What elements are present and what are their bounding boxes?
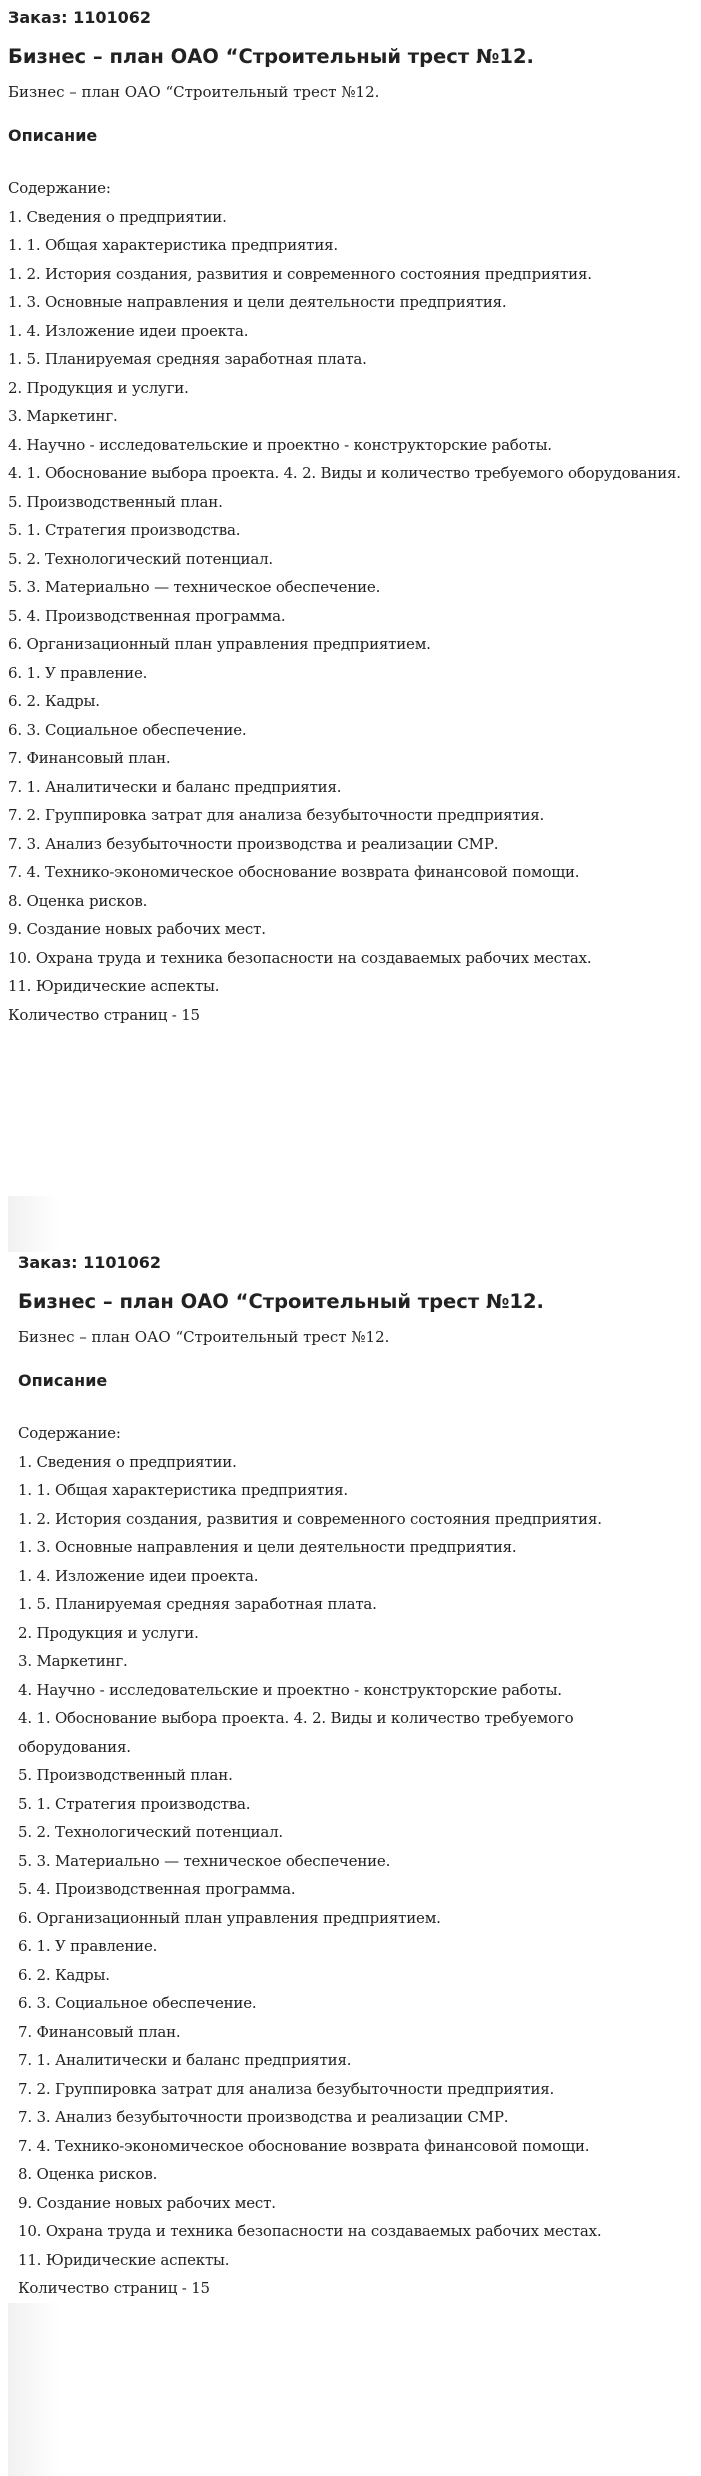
- toc-item: 1. 4. Изложение идеи проекта.: [8, 321, 249, 340]
- table-of-contents: [18, 1448, 701, 2275]
- toc-item: 6. 3. Социальное обеспечение.: [8, 720, 247, 739]
- toc-item: 7. 1. Аналитически и баланс предприятия.: [18, 2051, 352, 2069]
- toc-label: Содержание:: [18, 1424, 121, 1442]
- toc-item: 5. Производственный план.: [18, 1766, 233, 1784]
- toc-item: 2. Продукция и услуги.: [8, 378, 189, 397]
- order-number: Заказ: 1101062: [18, 1253, 162, 1272]
- toc-item: 3. Маркетинг.: [18, 1652, 128, 1670]
- toc-item: 5. 1. Стратегия производства.: [18, 1794, 251, 1813]
- toc-item: 1. 1. Общая характеристика предприятия.: [18, 1481, 348, 1499]
- toc-item: 7. Финансовый план.: [8, 749, 171, 767]
- toc-item: 7. 3. Анализ безубыточности производства и реализации СМР.: [18, 2108, 509, 2126]
- toc-item: 6. 1. У правление.: [18, 1937, 158, 1955]
- toc-item: 1. 2. История создания, развития и современного состояния предприятия.: [18, 1509, 602, 1528]
- toc-item: 5. 2. Технологический потенциал.: [8, 549, 273, 568]
- toc-item: 8. Оценка рисков.: [18, 2165, 158, 2183]
- document-copy-2: [0, 1196, 701, 2476]
- toc-item: 11. Юридические аспекты.: [18, 2250, 230, 2269]
- toc-item: 6. 2. Кадры.: [8, 692, 100, 710]
- toc-item: 4. Научно - исследовательские и проектно - конструкторские работы.: [8, 435, 552, 454]
- toc-item: 3. Маркетинг.: [8, 407, 118, 425]
- toc-item: 1. 3. Основные направления и цели деятельности предприятия.: [8, 293, 507, 311]
- toc-item: 5. 4. Производственная программа.: [18, 1880, 296, 1898]
- order-number: Заказ: 1101062: [8, 8, 152, 27]
- toc-item: 5. 4. Производственная программа.: [8, 606, 286, 625]
- toc-item: 7. 2. Группировка затрат для анализа безубыточности предприятия.: [18, 2079, 555, 2098]
- toc-item: 1. 2. История создания, развития и современного состояния предприятия.: [8, 264, 592, 283]
- toc-item: 4. Научно - исследовательские и проектно - конструкторские работы.: [18, 1680, 562, 1699]
- toc-item: 1. 5. Планируемая средняя заработная плата.: [18, 1595, 377, 1613]
- toc-item: 2. Продукция и услуги.: [18, 1623, 199, 1642]
- document-content: [8, 1252, 701, 2303]
- toc-item: 1. 1. Общая характеристика предприятия.: [8, 236, 338, 254]
- toc-item: 5. 3. Материально — техническое обеспечение.: [8, 578, 381, 596]
- document-content: [8, 7, 701, 1029]
- toc-item: 11. Юридические аспекты.: [8, 977, 220, 995]
- toc-item: 6. Организационный план управления предприятием.: [8, 635, 431, 653]
- toc-item: 7. 2. Группировка затрат для анализа безубыточности предприятия.: [8, 806, 545, 824]
- document-subtitle: Бизнес – план ОАО “Строительный трест №12.: [18, 1328, 390, 1346]
- document-copy-1: [0, 0, 701, 1195]
- toc-label: Содержание:: [8, 179, 111, 197]
- toc-item: 5. Производственный план.: [8, 492, 223, 511]
- page-count: Количество страниц - 15: [18, 2279, 210, 2297]
- toc-item: 5. 2. Технологический потенциал.: [18, 1823, 283, 1841]
- toc-item: 7. Финансовый план.: [18, 2022, 181, 2041]
- toc-item: 7. 1. Аналитически и баланс предприятия.: [8, 777, 342, 796]
- toc-item: 8. Оценка рисков.: [8, 891, 148, 910]
- toc-item: 6. 1. У правление.: [8, 663, 148, 682]
- toc-item: 7. 3. Анализ безубыточности производства и реализации СМР.: [8, 834, 499, 853]
- toc-item: 4. 1. Обоснование выбора проекта. 4. 2. Виды и количество требуемого оборудования.: [8, 464, 681, 482]
- section-heading: Описание: [18, 1371, 108, 1390]
- toc-item: 10. Охрана труда и техника безопасности на создаваемых рабочих местах.: [8, 948, 592, 967]
- toc-item: 7. 4. Технико-экономическое обоснование возврата финансовой помощи.: [8, 863, 580, 881]
- toc-item: 1. 5. Планируемая средняя заработная плата.: [8, 350, 367, 368]
- toc-item: 6. 2. Кадры.: [18, 1965, 110, 1984]
- toc-item: 6. Организационный план управления предприятием.: [18, 1908, 441, 1927]
- toc-item: 4. 1. Обоснование выбора проекта. 4. 2. Виды и количество требуемого оборудования.: [18, 1709, 574, 1756]
- toc-item: 9. Создание новых рабочих мест.: [8, 920, 266, 938]
- page-count: Количество страниц - 15: [8, 1005, 200, 1024]
- toc-item: 6. 3. Социальное обеспечение.: [18, 1994, 257, 2012]
- document-subtitle: Бизнес – план ОАО “Строительный трест №12.: [8, 83, 380, 101]
- toc-item: 5. 3. Материально — техническое обеспечение.: [18, 1851, 391, 1870]
- toc-item: 10. Охрана труда и техника безопасности на создаваемых рабочих местах.: [18, 2222, 602, 2240]
- toc-item: 7. 4. Технико-экономическое обоснование возврата финансовой помощи.: [18, 2136, 590, 2155]
- toc-item: 9. Создание новых рабочих мест.: [18, 2193, 276, 2212]
- toc-item: 5. 1. Стратегия производства.: [8, 521, 241, 539]
- document-title: Бизнес – план ОАО “Строительный трест №12.: [8, 45, 534, 68]
- document-title: Бизнес – план ОАО “Строительный трест №12.: [18, 1290, 544, 1313]
- toc-item: 1. 3. Основные направления и цели деятельности предприятия.: [18, 1538, 517, 1556]
- toc-item: 1. Сведения о предприятии.: [18, 1452, 237, 1471]
- toc-item: 1. Сведения о предприятии.: [8, 207, 227, 226]
- table-of-contents: [8, 203, 701, 1001]
- toc-item: 1. 4. Изложение идеи проекта.: [18, 1566, 259, 1585]
- section-heading: Описание: [8, 126, 98, 145]
